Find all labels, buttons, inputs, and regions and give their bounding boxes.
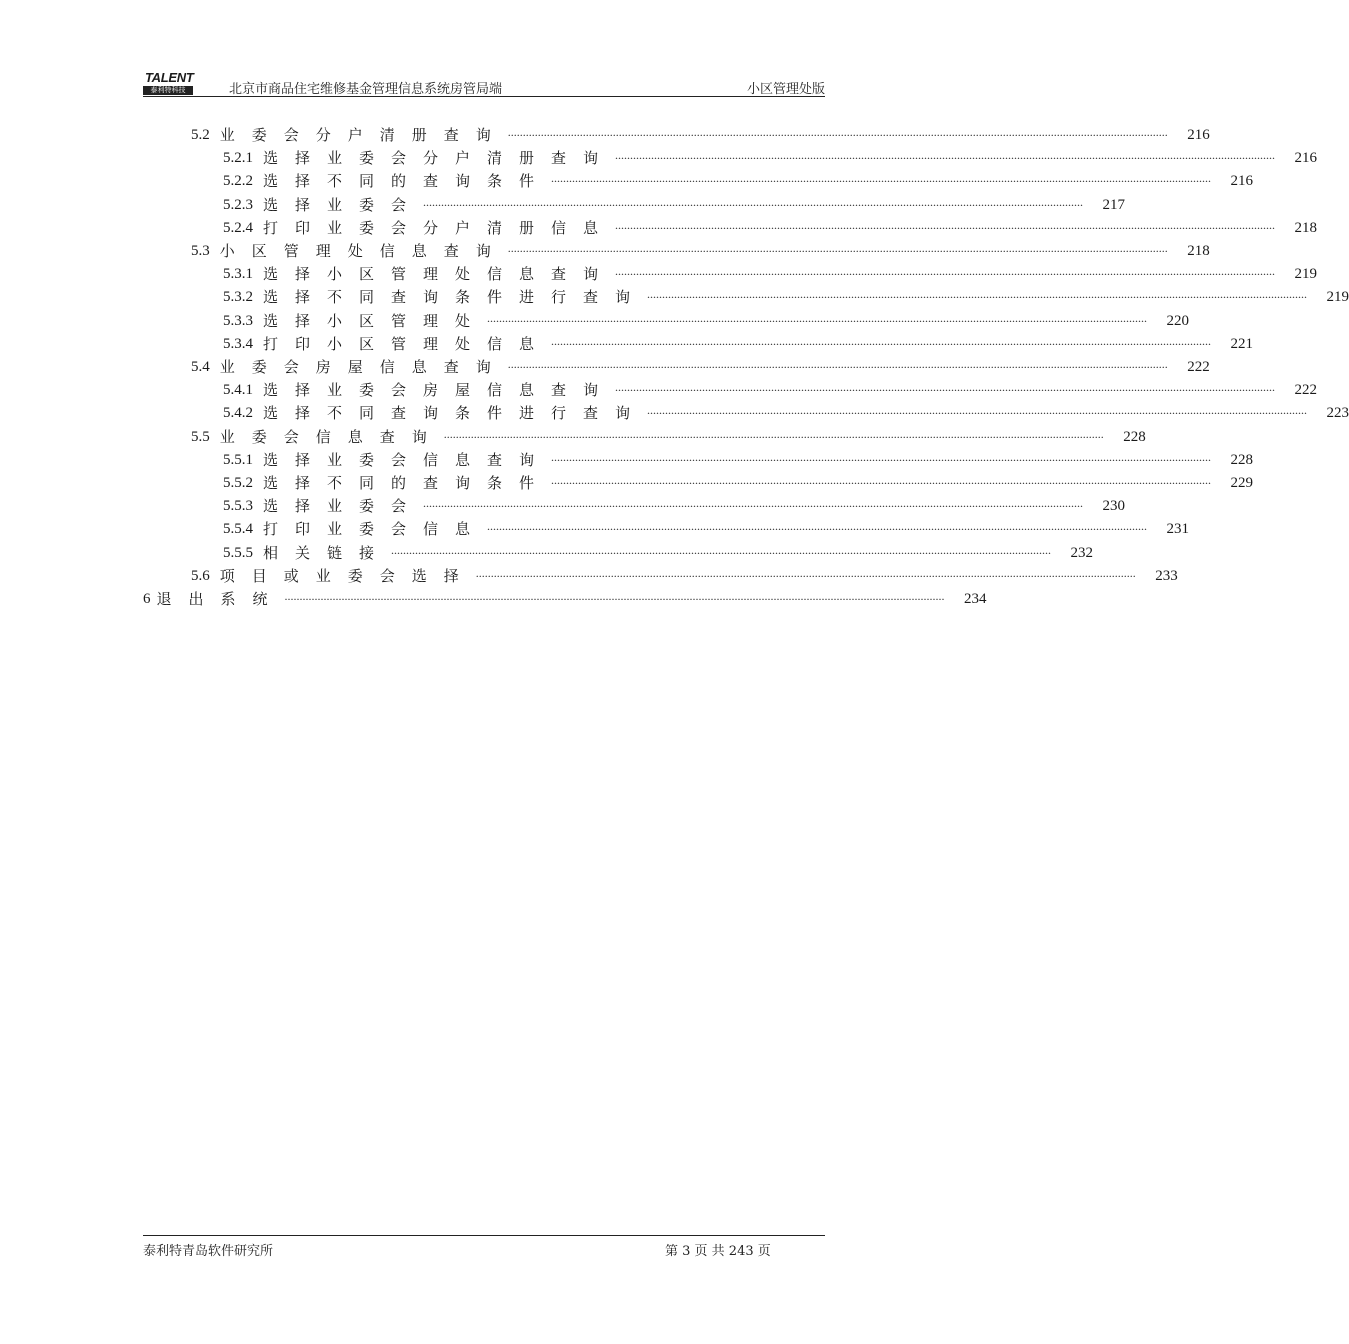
toc-entry-page: 219 [1326, 289, 1349, 306]
toc-entry[interactable] [223, 147, 1318, 169]
toc-entry-number: 5.3.4 [223, 335, 253, 352]
toc-leader-dots: ............................................................................................................................................................................................................................ [615, 264, 1276, 279]
toc-entry-page: 230 [1102, 498, 1126, 515]
toc-leader-dots: ............................................................................................................................................................................................................................ [487, 519, 1148, 534]
toc-entry-title: 业委会房屋信息查询 [219, 358, 508, 376]
toc-entry-page: 222 [1187, 359, 1210, 375]
company-logo [143, 70, 201, 96]
toc-leader-dots: ............................................................................................................................................................................................................................ [615, 148, 1276, 163]
toc-leader-dots: ............................................................................................................................................................................................................................ [615, 217, 1276, 232]
toc-leader-dots: ............................................................................................................................................................................................................................ [507, 357, 1168, 371]
toc-entry-title: 打印小区管理处信息 [263, 334, 552, 353]
toc-entry-page: 216 [1230, 173, 1254, 190]
toc-entry-title: 选择不同查询条件进行查询 [263, 288, 648, 307]
toc-entry-title: 选择业委会房屋信息查询 [263, 381, 616, 400]
toc-leader-dots: ............................................................................................................................................................................................................................ [487, 310, 1148, 325]
toc-entry-page: 231 [1166, 521, 1190, 538]
toc-entry-number: 5.3 [191, 243, 210, 259]
toc-entry[interactable] [223, 542, 1094, 564]
toc-leader-dots: ............................................................................................................................................................................................................................ [551, 449, 1212, 464]
toc-entry-title: 选择不同的查询条件 [263, 172, 552, 191]
toc-entry-number: 5.5.2 [223, 475, 253, 491]
toc-entry-page: 222 [1294, 382, 1318, 399]
toc-entry-number: 5.5.3 [223, 498, 253, 515]
toc-leader-dots: ............................................................................................................................................................................................................................ [475, 565, 1136, 580]
toc-entry-page: 219 [1294, 266, 1318, 283]
toc-entry-title: 业委会信息查询 [219, 427, 444, 446]
toc-leader-dots: ............................................................................................................................................................................................................................ [551, 333, 1212, 348]
toc-entry-number: 5.2.2 [223, 173, 253, 190]
toc-entry[interactable] [223, 286, 1349, 308]
toc-entry[interactable] [223, 310, 1190, 332]
document-title: 北京市商品住宅维修基金管理信息系统房管局端 [229, 82, 503, 97]
toc-leader-dots: ............................................................................................................................................................................................................................ [647, 403, 1308, 418]
toc-leader-dots: ............................................................................................................................................................................................................................ [615, 380, 1276, 395]
toc-entry-title: 项目或业委会选择 [219, 566, 476, 585]
toc-entry-number: 5.5.1 [223, 451, 253, 468]
footer-pagination: 第 3 页 共 243 页 [665, 1244, 771, 1259]
page-header [143, 68, 825, 97]
toc-entry-number: 5.2.1 [223, 150, 253, 167]
toc-entry-title: 小区管理处信息查询 [219, 242, 508, 260]
toc-entry[interactable] [143, 588, 987, 610]
toc-entry-page: 228 [1230, 451, 1254, 468]
toc-entry[interactable] [223, 518, 1190, 540]
toc-entry-title: 选择业委会 [263, 195, 424, 214]
toc-entry[interactable] [223, 472, 1254, 494]
toc-entry-title: 选择小区管理处信息查询 [263, 265, 616, 284]
toc-entry-title: 退出系统 [156, 590, 285, 608]
footer-divider [143, 1235, 825, 1236]
toc-entry-title: 选择业委会信息查询 [263, 450, 552, 469]
toc-entry-page: 216 [1294, 150, 1318, 167]
toc-leader-dots: ............................................................................................................................................................................................................................ [423, 496, 1084, 511]
toc-leader-dots: ............................................................................................................................................................................................................................ [284, 589, 945, 603]
toc-entry-number: 5.3.1 [223, 266, 253, 283]
toc-leader-dots: ............................................................................................................................................................................................................................ [443, 426, 1104, 441]
toc-entry-title: 打印业委会信息 [263, 520, 488, 539]
toc-entry[interactable] [223, 333, 1254, 355]
toc-leader-dots: ............................................................................................................................................................................................................................ [551, 473, 1212, 487]
toc-entry-number: 5.6 [191, 567, 210, 584]
toc-leader-dots: ............................................................................................................................................................................................................................ [647, 287, 1308, 302]
logo-wordmark: TALENT [145, 70, 194, 85]
document-edition: 小区管理处版 [746, 82, 825, 97]
toc-entry-page: 229 [1230, 475, 1254, 491]
toc-entry[interactable] [223, 217, 1318, 239]
toc-entry[interactable] [223, 402, 1349, 424]
toc-entry-number: 5.5.4 [223, 521, 253, 538]
toc-entry[interactable] [191, 240, 1210, 262]
toc-entry-title: 选择小区管理处 [263, 311, 488, 330]
toc-entry-page: 216 [1187, 127, 1210, 143]
toc-leader-dots: ............................................................................................................................................................................................................................ [423, 194, 1084, 209]
toc-entry-number: 5.4 [191, 359, 210, 375]
toc-entry-number: 5.4.2 [223, 405, 253, 422]
toc-entry-number: 5.2.3 [223, 196, 253, 213]
toc-entry[interactable] [191, 565, 1178, 587]
logo-subtext: 泰利特科技 [143, 86, 193, 95]
toc-entry[interactable] [223, 449, 1254, 471]
toc-entry-title: 打印业委会分户清册信息 [263, 218, 616, 237]
toc-leader-dots: ............................................................................................................................................................................................................................ [551, 171, 1212, 186]
toc-entry-page: 228 [1123, 428, 1146, 445]
toc-entry-title: 业委会分户清册查询 [219, 126, 508, 144]
toc-entry[interactable] [191, 356, 1210, 378]
toc-entry-number: 5.5 [191, 428, 210, 445]
toc-entry-page: 232 [1070, 544, 1094, 561]
toc-entry-number: 5.3.3 [223, 312, 253, 329]
toc-leader-dots: ............................................................................................................................................................................................................................ [391, 542, 1052, 557]
toc-entry-page: 218 [1294, 219, 1318, 236]
toc-entry-title: 选择业委会分户清册查询 [263, 149, 616, 168]
toc-leader-dots: ............................................................................................................................................................................................................................ [507, 125, 1168, 139]
toc-entry[interactable] [223, 194, 1126, 216]
toc-entry-page: 223 [1326, 405, 1349, 422]
toc-entry-title: 相关链接 [263, 543, 392, 562]
toc-entry-number: 5.2 [191, 127, 210, 143]
toc-leader-dots: ............................................................................................................................................................................................................................ [507, 241, 1168, 255]
toc-entry-number: 5.2.4 [223, 219, 253, 236]
toc-entry-page: 217 [1102, 196, 1126, 213]
toc-entry-title: 选择不同查询条件进行查询 [263, 404, 648, 423]
toc-entry-page: 234 [964, 591, 987, 607]
toc-entry[interactable] [223, 495, 1126, 517]
toc-entry[interactable] [191, 426, 1146, 448]
toc-entry-number: 5.3.2 [223, 289, 253, 306]
toc-entry[interactable] [191, 124, 1210, 146]
toc-entry[interactable] [223, 263, 1318, 285]
toc-entry[interactable] [223, 379, 1318, 401]
toc-entry[interactable] [223, 170, 1254, 192]
toc-entry-number: 6 [143, 591, 151, 607]
toc-entry-title: 选择业委会 [263, 497, 424, 516]
toc-entry-page: 221 [1230, 335, 1254, 352]
toc-entry-page: 218 [1187, 243, 1210, 259]
footer-company: 泰利特青岛软件研究所 [143, 1244, 274, 1259]
toc-entry-page: 233 [1155, 567, 1178, 584]
toc-entry-title: 选择不同的查询条件 [263, 474, 552, 492]
toc-entry-page: 220 [1166, 312, 1190, 329]
toc-entry-number: 5.5.5 [223, 544, 253, 561]
toc-entry-number: 5.4.1 [223, 382, 253, 399]
